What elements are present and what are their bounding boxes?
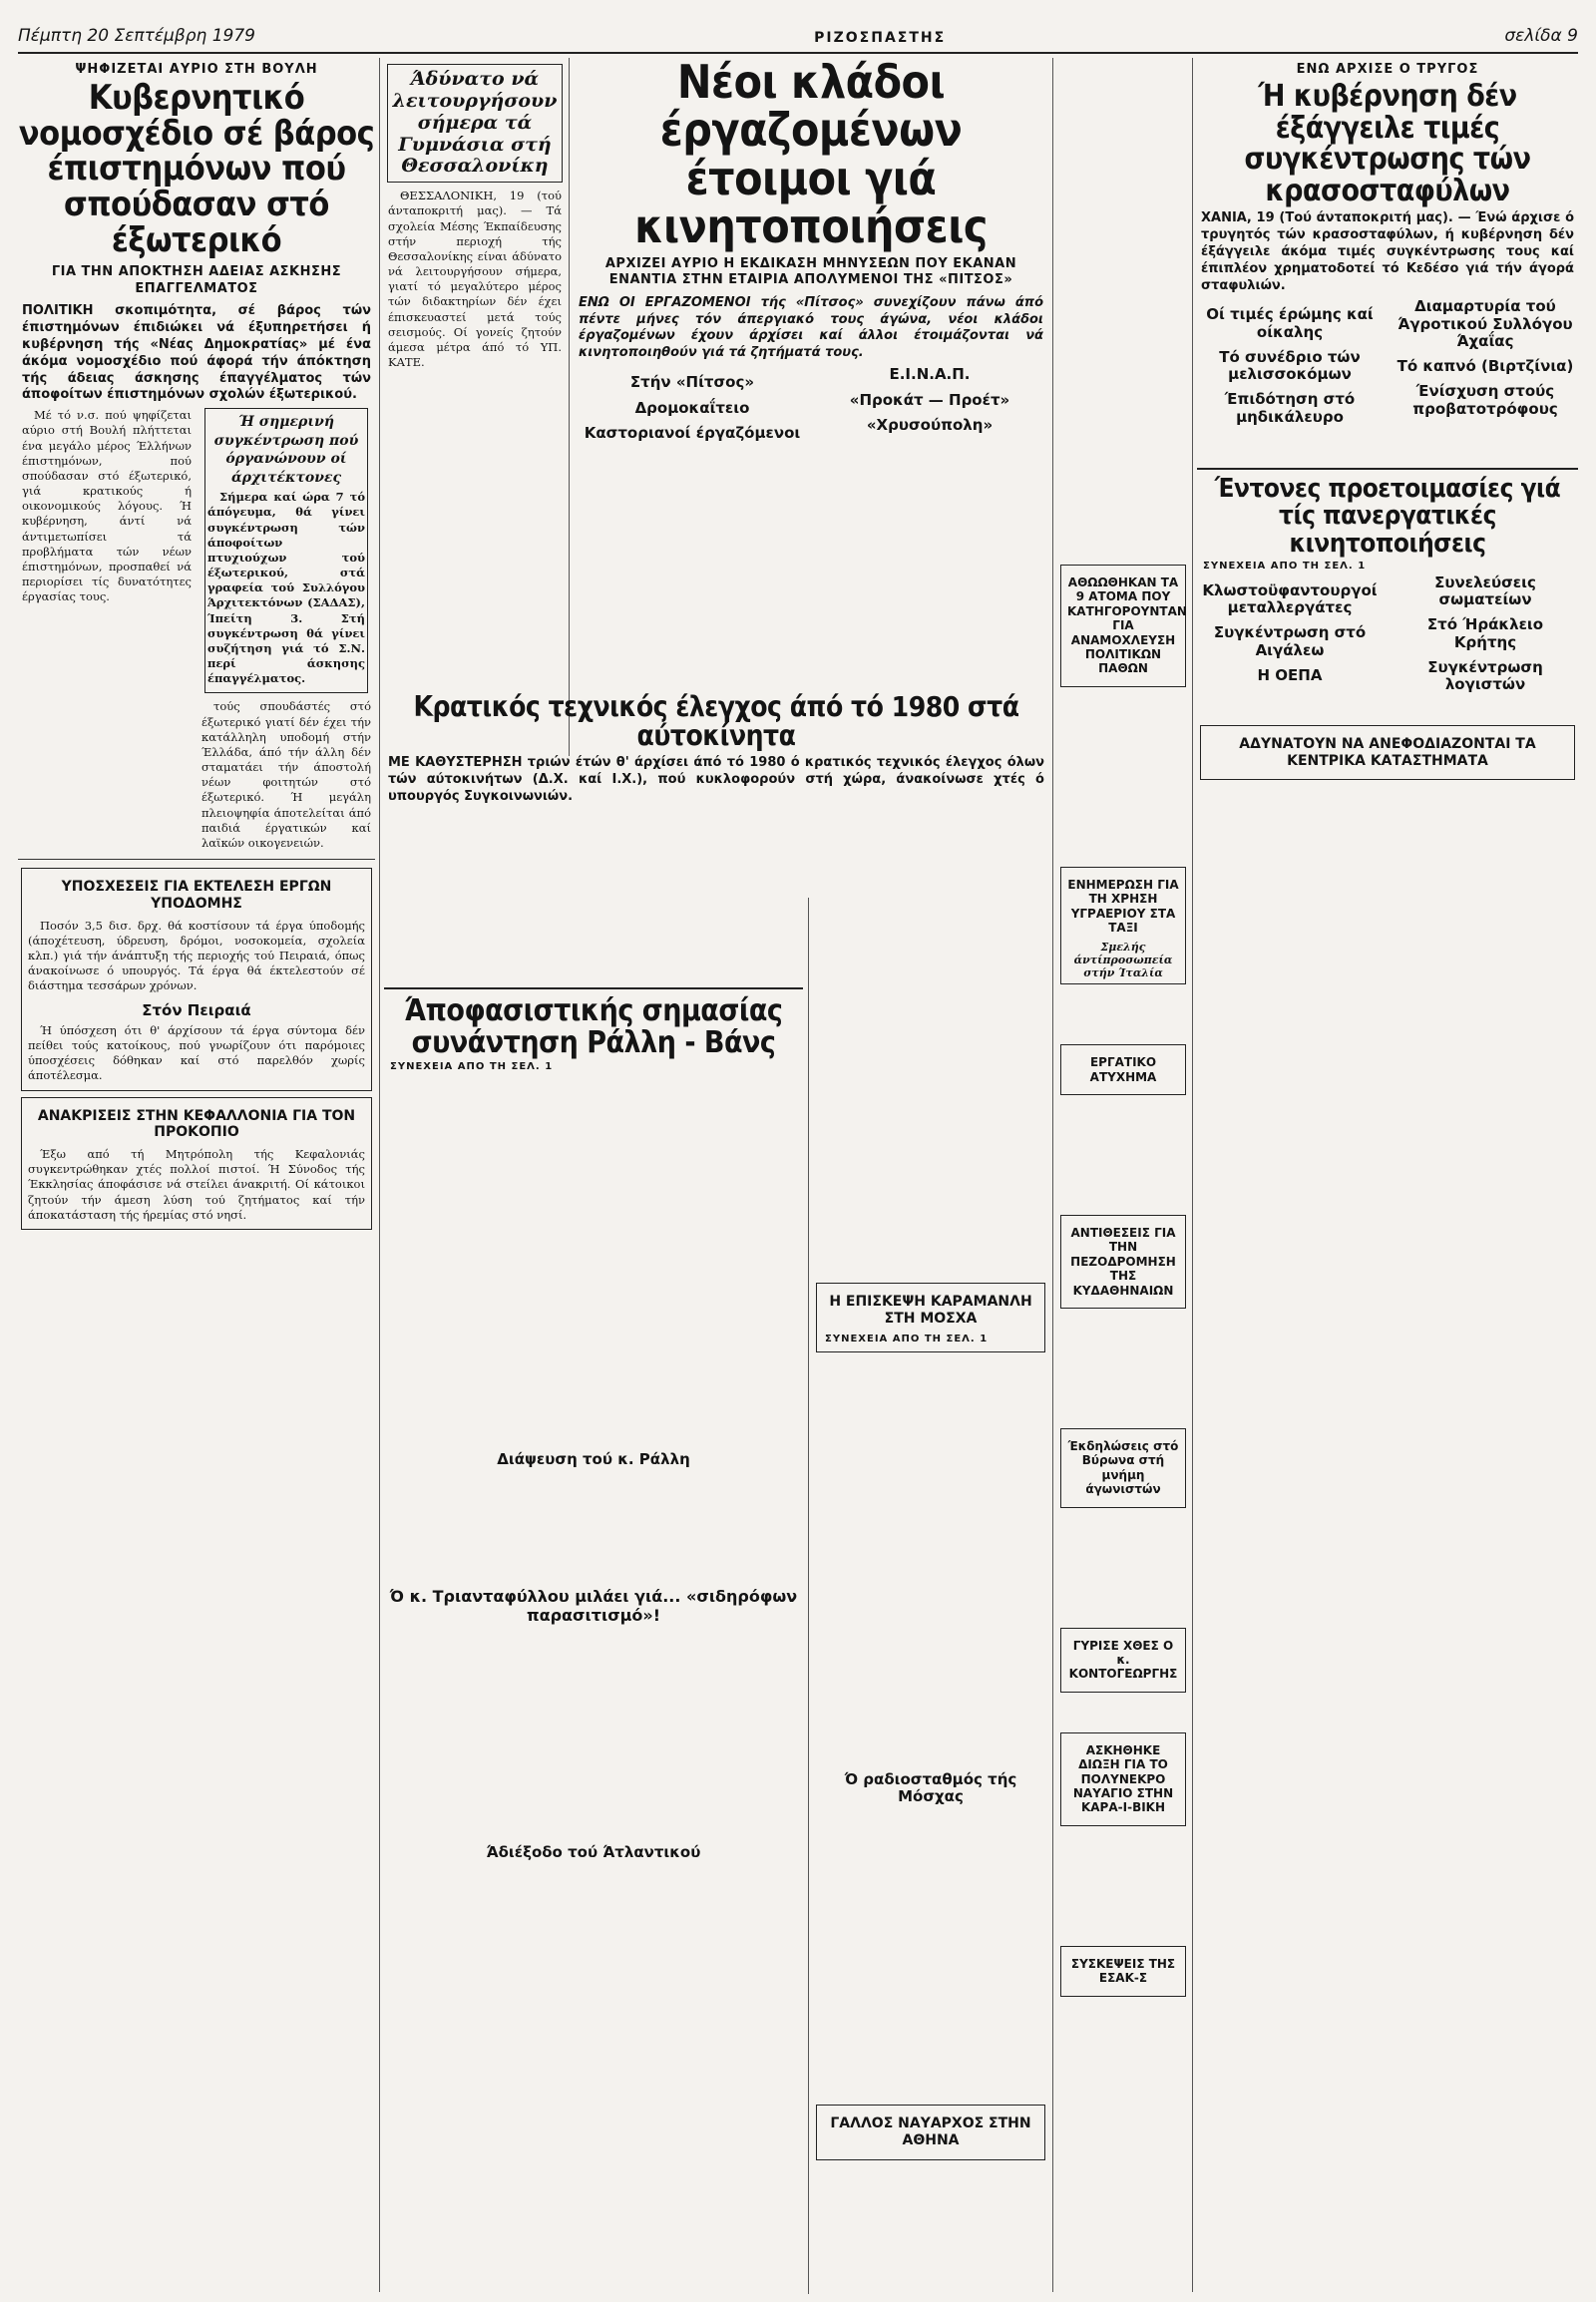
grapes-body: [1197, 298, 1578, 428]
subhead-prices: Οί τιμές έρώμης καί οίκαλης: [1206, 305, 1374, 341]
subhead-radio: Ό ραδιοσταθμός τής Μόσχας: [844, 1769, 1017, 1805]
subhead-piraeus: Στόν Πειραιά: [142, 1000, 251, 1019]
column-5: [1057, 559, 1189, 2302]
trial-title: ΑΘΩΩΘΗΚΑΝ ΤΑ 9 ΑΤΟΜΑ ΠΟΥ ΚΑΤΗΓΟΡΟΥΝΤΑΝ ΓΙΑ ΑΝΑΜΟΧΛΕΥΣΗ ΠΟΛΙΤΙΚΩΝ ΠΑΘΩΝ: [1067, 576, 1187, 676]
stores-title: ΑΔΥΝΑΤΟΥΝ ΝΑ ΑΝΕΦΟΔΙΑΖΟΝΤΑΙ ΤΑ ΚΕΝΤΡΙΚΑ ΚΑΤΑΣΤΗΜΑΤΑ: [1239, 735, 1536, 769]
column-rule: [379, 58, 380, 2292]
gas-title: ΕΝΗΜΕΡΩΣΗ ΓΙΑ ΤΗ ΧΡΗΣΗ ΥΓΡΑΕΡΙΟΥ ΣΤΑ ΤΑΞΙ: [1067, 877, 1179, 935]
subhead-einap: Ε.Ι.Ν.Α.Π.: [889, 365, 971, 384]
box-body: Ποσόν 3,5 δισ. δρχ. θά κοστίσουν τά έργα ύποδομής (άποχέτευση, ύδρευση, δρόμοι, νοσοκομεία, σχολεία κλπ.) γιά τήν άνάπτυξη τής περιοχής τού Πειραιά, όπως άνακοίνωσε ό υπουργός. Τά έργα θά έκτελεστούν σέ διάστημα τεσσάρων χρόνων.: [28, 918, 365, 993]
accident-box: [1060, 1044, 1186, 1095]
column-6: [1197, 58, 1578, 2292]
box-title: ΥΠΟΣΧΕΣΕΙΣ ΓΙΑ ΕΚΤΕΛΕΣΗ ΕΡΓΩΝ ΥΠΟΔΟΜΗΣ: [61, 879, 332, 912]
subhead-triantafyllou: Ό κ. Τριανταφύλλου μιλάει γιά... «σιδηρόφων παρασιτισμό»!: [389, 1587, 798, 1625]
lead-grapes: ΧΑΝΙΑ, 19 (Τού άνταποκριτή μας). — Ένώ άρχισε ό τρυγητός τών κρασοσταφύλων, ή κυβέρνηση δέν έξάγγειλε άκόμα τιμές συγκέντρωσης τους καί έπιπλέον χρηματοδοτεί τό Κεδέσο γιά τήν άγορά σταφυλιών.: [1201, 210, 1574, 293]
admiral-box: [816, 2105, 1045, 2160]
column-rule: [808, 898, 809, 2294]
admiral-title: ΓΑΛΛΟΣ ΝΑΥΑΡΧΟΣ ΣΤΗΝ ΑΘΗΝΑ: [830, 2115, 1031, 2148]
subhead-workers: ΑΡΧΙΖΕΙ ΑΥΡΙΟ Η ΕΚΔΙΚΑΣΗ ΜΗΝΥΣΕΩΝ ΠΟΥ ΕΚΑΝΑΝ ΕΝΑΝΤΙΑ ΣΤΗΝ ΕΤΑΙΡΙΑ ΑΠΟΛΥΜΕΝΟΙ ΤΗΣ «ΠΙΤΣΟΣ»: [604, 256, 1017, 288]
headline-protests: Έντονες προετοιμασίες γιά τίς πανεργατικές κινητοποιήσεις: [1197, 468, 1578, 558]
kontogeorgis-title: ΓΥΡΙΣΕ ΧΘΕΣ Ο κ. ΚΟΝΤΟΓΕΩΡΓΗΣ: [1068, 1638, 1178, 1682]
moscow-title: Η ΕΠΙΣΚΕΨΗ ΚΑΡΑΜΑΝΛΗ ΣΤΗ ΜΟΣΧΑ: [829, 1294, 1032, 1327]
subhead-tobacco: Τό καπνό (Βιρτζίνια): [1396, 357, 1574, 376]
gas-subtitle: Σμελής άντίπροσωπεία στήν Ίταλία: [1073, 941, 1173, 980]
column-2: [384, 58, 566, 716]
shipwreck-title: ΑΣΚΗΘΗΚΕ ΔΙΩΞΗ ΓΙΑ ΤΟ ΠΟΛΥΝΕΚΡΟ ΝΑΥΑΓΙΟ ΣΤΗΝ ΚΑΡΑ-Ι-ΒΙΚΗ: [1072, 1742, 1174, 1815]
lead-bill: ΠΟΛΙΤΙΚΗ σκοπιμότητα, σέ βάρος τών έπιστημόνων έπιδιώκει νά έξυπηρετήσει ή κυβέρνηση τής «Νέας Δημοκρατίας» μέ ένα άκόμα νομοσχέδιο πού άφορά τήν άπόκτηση τής άδειας άσκησης έπαγγέλματος τών άποφοίτων έπιστημόνων σχολών έξωτερικού.: [22, 302, 371, 403]
works-box: [21, 868, 372, 1090]
stores-box: [1200, 725, 1575, 781]
rallis-article: [384, 987, 803, 2284]
subhead-kastoria: Καστοριανοί έργαζόμενοι: [584, 423, 801, 442]
protests-body: [1197, 575, 1578, 695]
lead-cars: ΜΕ ΚΑΘΥΣΤΕΡΗΣΗ τριών έτών θ' άρχίσει άπό τό 1980 ό κρατικός τεχνικός έλεγχος όλων τών αύτοκινήτων (Δ.Χ. καί Ι.Χ.), πού κυκλοφορούν στή χώρα, άνακοίνωσε χτές ό υπουργός Συγκοινωνιών.: [388, 754, 1044, 804]
column-rule: [1052, 58, 1053, 2292]
headline-bill: Κυβερνητικό νομοσχέδιο σέ βάρος έπιστημόνων πού σπούδασαν στό έξωτερικό: [18, 78, 375, 260]
subhead-textile: Κλωστοϋφαντουργοί μεταλλεργάτες: [1202, 580, 1378, 617]
subhead-sheep: Ένίσχυση στούς προβατοτρόφους: [1412, 382, 1558, 418]
schools-body: ΘΕΣΣΑΛΟΝΙΚΗ, 19 (τού άνταποκριτή μας). — Τά σχολεία Μέσης Έκπαίδευσης στήν περιοχή τής Θεσσαλονίκης είναι άδύνατο νά λειτουργήσουν σήμερα, γιατί τό μεγαλύτερο μέρος τών διδακτηρίων δέν έχει έπισκευαστεί μετά τούς σεισμούς. Οί γονείς ζητούν άμεσα μέτρα άπό τό ΥΠ. ΚΑΤΕ.: [388, 189, 562, 370]
subhead-prokat: «Προκάτ — Προέτ»: [849, 390, 1010, 409]
column-rule: [1192, 58, 1193, 2292]
schools-headline: Άδύνατο νά λειτουργήσουν σήμερα τά Γυμνάσια στή Θεσσαλονίκη: [392, 68, 558, 178]
subhead-dromokaiteio: Δρομοκαΐτειο: [634, 398, 750, 417]
issue-date: Πέμπτη 20 Σεπτέμβρη 1979: [18, 26, 255, 46]
subhead-accountants: Συγκέντρωση λογιστών: [1427, 657, 1543, 694]
divider: [18, 859, 375, 860]
paper-name: ΡΙΖΟΣΠΑΣΤΗΣ: [814, 30, 947, 46]
moscow-article: [813, 1277, 1048, 2274]
pedestrian-box: [1060, 1215, 1186, 1309]
schools-box: [387, 64, 563, 183]
article-body: [18, 408, 375, 851]
paragraph: Μέ τό ν.σ. πού ψηφίζεται αύριο στή Βουλή πλήττεται ένα μεγάλο μέρος Έλλήνων έπιστημόνων, πού σπούδασαν στό έξωτερικό, γιά κρατικούς ή οικονομικούς λόγους. Ή κυβέρνηση, άντί νά άντιμετωπίσει τά προβλήματα τών νέων έπιστημόνων, προσπαθεί νά περιορίσει τίς δυνατότητες έργασίας τους.: [22, 408, 192, 604]
trial-box: [1060, 565, 1186, 687]
kontogeorgis-box: [1060, 1628, 1186, 1693]
lead-workers: ΕΝΩ ΟΙ ΕΡΓΑΖΟΜΕΝΟΙ τής «Πίτσος» συνεχίζουν πάνω άπό πέντε μήνες τόν άπεργιακό τους άγώνα, νέοι κλάδοι έργαζομένων έχουν άρχίσει καί άλλοι έτοιμάζονται νά κινητοποιηθούν γιά τά ζητήματά τους.: [579, 294, 1043, 361]
workers-body: [575, 366, 1047, 444]
moscow-box: [816, 1283, 1045, 1352]
box-title: ΑΝΑΚΡΙΣΕΙΣ ΣΤΗΝ ΚΕΦΑΛΛΟΝΙΑ ΓΙΑ ΤΟΝ ΠΡΟΚΟΠΙΟ: [37, 1107, 356, 1141]
subhead-oepa: Η ΟΕΠΑ: [1257, 665, 1323, 684]
subhead-congress: Τό συνέδριο τών μελισσοκόμων: [1219, 347, 1361, 384]
headline-workers: Νέοι κλάδοι έργαζομένων έτοιμοι γιά κινητοποιήσεις: [634, 58, 988, 253]
shipwreck-box: [1060, 1732, 1186, 1826]
pedestrian-title: ΑΝΤΙΘΕΣΕΙΣ ΓΙΑ ΤΗΝ ΠΕΖΟΔΡΟΜΗΣΗ ΤΗΣ ΚΥΔΑΘΗΝΑΙΩΝ: [1070, 1226, 1176, 1298]
subhead-atlantikou: Άδιέξοδο τού Άτλαντικού: [486, 1843, 701, 1862]
headline-cars: Κρατικός τεχνικός έλεγχος άπό τό 1980 στά αύτοκίνητα: [413, 690, 1019, 753]
continued-label: ΣΥΝΕΧΕΙΑ ΑΠΟ ΤΗ ΣΕΛ. 1: [1203, 560, 1367, 572]
accident-title: ΕΡΓΑΤΙΚΟ ΑΤΥΧΗΜΑ: [1089, 1055, 1157, 1084]
subhead-meetings: Συνελεύσεις σωματείων: [1434, 573, 1536, 609]
column-rule: [569, 58, 570, 756]
paragraph: τούς σπουδάστές στό έξωτερικό γιατί δέν έχει τήν κατάλληλη υποδομή στήν Έλλάδα, άπό τήν άλλη δέν σταματάει τήν άποστολή νέων φοιτητών στό έξωτερικό. Ή μεγάλη πλειοψηφία άποτελείται άπό παιδιά έργατικών καί λαϊκών οικογενειών.: [201, 699, 371, 850]
continued-label: ΣΥΝΕΧΕΙΑ ΑΠΟ ΤΗ ΣΕΛ. 1: [390, 1061, 554, 1072]
subhead-bill: ΓΙΑ ΤΗΝ ΑΠΟΚΤΗΣΗ ΑΔΕΙΑΣ ΑΣΚΗΣΗΣ ΕΠΑΓΓΕΛΜΑΤΟΣ: [51, 264, 342, 296]
notice-box: [204, 408, 368, 693]
subhead-aigaleo: Συγκέντρωση στό Αιγάλεω: [1213, 623, 1367, 659]
cars-article: [384, 688, 1048, 987]
masthead: [18, 14, 1578, 54]
esak-title: ΣΥΣΚΕΨΕΙΣ ΤΗΣ ΕΣΑΚ-Σ: [1070, 1956, 1176, 1986]
box-title: Ή σημερινή συγκέντρωση πού όργανώνουν οί άρχιτέκτονες: [213, 414, 359, 486]
box-body: Ή ύπόσχεση ότι θ' άρχίσουν τά έργα σύντομα δέν πείθει τούς κατοίκους, πού γνωρίζουν ότι παρόμοιες ύποσχέσεις δόθηκαν καί στό παρελθόν χωρίς άποτέλεσμα.: [28, 1022, 365, 1083]
box-body: Σήμερα καί ώρα 7 τό άπόγευμα, θά γίνει συγκέντρωση τών άποφοίτων πτυχιούχων τού έξωτερικού, στά γραφεία τού Συλλόγου Άρχιτεκτόνων (ΣΑΔΑΣ), Ίπείτη 3. Στή συγκέντρωση θά γίνει συζήτηση γιά τό Σ.Ν. περί άσκησης έπαγγέλματος.: [207, 490, 365, 686]
subhead-pitsos: Στήν «Πίτσος»: [629, 373, 755, 392]
subhead-chrysoupolis: «Χρυσούπολη»: [866, 415, 994, 434]
subhead-diapsefsi: Διάψευση τού κ. Ράλλη: [497, 1450, 690, 1468]
vyronas-box: [1060, 1428, 1186, 1508]
kicker-grapes: ΕΝΩ ΑΡΧΙΣΕ Ο ΤΡΥΓΟΣ: [1296, 62, 1479, 77]
subhead-subsidy: Έπιδότηση στό μηδικάλευρο: [1224, 390, 1356, 426]
kefalonia-box: [21, 1097, 372, 1230]
column-1: [18, 58, 375, 2292]
headline-grapes: Ή κυβέρνηση δέν έξάγγειλε τιμές συγκέντρωσης τών κρασοσταφύλων: [1244, 79, 1531, 208]
page-number: σελίδα 9: [1504, 26, 1578, 46]
subhead-achaia: Διαμαρτυρία τού Άγροτικού Συλλόγου Άχαΐας: [1397, 297, 1573, 350]
gas-box: [1060, 867, 1186, 985]
kicker-bill: ΨΗΦΙΖΕΤΑΙ ΑΥΡΙΟ ΣΤΗ ΒΟΥΛΗ: [75, 62, 318, 77]
esak-box: [1060, 1946, 1186, 1997]
continued-label: ΣΥΝΕΧΕΙΑ ΑΠΟ ΤΗ ΣΕΛ. 1: [825, 1333, 989, 1344]
headline-rallis: Άποφασιστικής σημασίας συνάντηση Ράλλη - Βάνς: [384, 987, 803, 1058]
subhead-heraklion: Στό Ήράκλειο Κρήτης: [1426, 615, 1544, 651]
vyronas-title: Έκδηλώσεις στό Βύρωνα στή μνήμη άγωνιστών: [1067, 1439, 1179, 1497]
box-body: Έξω από τή Μητρόπολη τής Κεφαλονιάς συγκεντρώθηκαν χτές πολλοί πιστοί. Ή Σύνοδος τής Έκκλησίας άποφάσισε νά στείλει άνακριτή. Οί κάτοικοι ζητούν τήν άμεση λύση τού ζητήματος καί τήν άποκατάσταση τής ήρεμίας στό νησί.: [28, 1147, 365, 1222]
